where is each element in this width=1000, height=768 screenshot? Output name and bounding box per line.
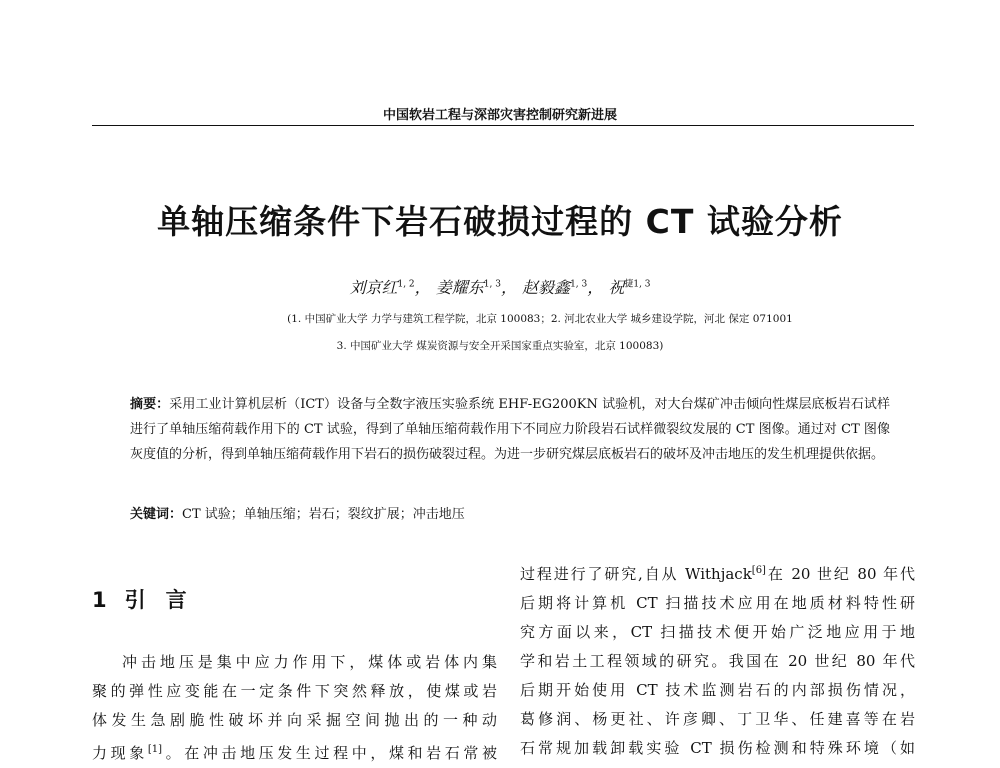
header-rule xyxy=(92,125,914,126)
section-heading xyxy=(92,584,207,614)
body-line xyxy=(520,556,915,589)
author-affil-mark: 1, 3 xyxy=(483,279,501,290)
affiliation-line: 3. 中国矿业大学 煤炭资源与安全开采国家重点实验室，北京 100083) xyxy=(336,340,664,352)
author-name: 祝 xyxy=(608,278,625,297)
author-name: 赵毅鑫 xyxy=(522,278,571,297)
running-head: 中国软岩工程与深部灾害控制研究新进展 xyxy=(382,108,617,123)
affiliation-line: (1. 中国矿业大学 力学与建筑工程学院，北京 100083；2. 河北农业大学 城乡建设学院，河北 保定 071001 xyxy=(287,313,793,325)
body-line: 学和岩土工程领域的研究。我国在 20 世纪 80 年代 xyxy=(520,652,915,670)
section-number: 1 xyxy=(92,588,107,612)
body-text: 力现象 xyxy=(92,744,148,762)
body-text: 过程进行了研究,自从 Withjack xyxy=(520,565,752,583)
abstract xyxy=(130,392,890,467)
section-title: 引言 xyxy=(124,588,207,612)
abstract-text: 采用工业计算机层析（ICT）设备与全数字液压实验系统 EHF-EG200KN 试验机，对大台煤矿冲击倾向性煤层底板岩石试样进行了单轴压缩荷载作用下的 CT 试验，得到了单轴压缩荷载作用下不同应力阶段岩石试样微裂纹发展的 CT 图像。通过对 CT 图像灰度值的分析，得到单轴压缩荷载作用下岩石的损伤破裂过程。为进一步研究煤层底板岩石的破坏及冲击地压的发生机理提供依据。 xyxy=(130,397,890,462)
body-text: 。在冲击地压发生过程中，煤和岩石常被 xyxy=(162,744,497,762)
citation-ref: [1] xyxy=(147,744,163,755)
body-line: 葛修润、杨更社、许彦卿、丁卫华、任建喜等在岩 xyxy=(520,710,915,728)
left-column xyxy=(92,648,497,768)
keywords xyxy=(130,503,890,522)
citation-ref: [6] xyxy=(751,565,766,576)
body-line: 后期开始使用 CT 技术监测岩石的内部损伤情况， xyxy=(520,681,915,699)
body-line: 体发生急剧脆性破坏并向采掘空间抛出的一种动 xyxy=(92,711,497,729)
abstract-label: 摘要： xyxy=(130,397,170,412)
author-affil-mark: 1, 2 xyxy=(397,279,415,290)
body-text: 在 20 世纪 80 年代 xyxy=(765,565,916,583)
body-line: 后期将计算机 CT 扫描技术应用在地质材料特性研 xyxy=(520,594,915,612)
body-line: 究方面以来，CT 扫描技术便开始广泛地应用于地 xyxy=(520,623,915,641)
body-line: 石常规加载卸载实验 CT 损伤检测和特殊环境（如 xyxy=(520,739,915,757)
keywords-text: CT 试验；单轴压缩；岩石；裂纹扩展；冲击地压 xyxy=(182,507,465,522)
right-column xyxy=(520,556,915,763)
paper-title: 单轴压缩条件下岩石破损过程的 CT 试验分析 xyxy=(157,202,843,241)
body-line xyxy=(92,735,497,768)
author-name: 姜耀东 xyxy=(435,278,484,297)
author-affil-mark: 1, 3 xyxy=(570,279,588,290)
author-list: 刘京红$^{1, 2}$， 姜耀东$^{1, 3}$， 赵毅鑫$^{1, 3}$， 祝$^{捷1, 3}$ xyxy=(349,278,651,297)
author-name: 刘京红 xyxy=(349,278,398,297)
author-affil-mark: 捷1, 3 xyxy=(624,279,651,290)
body-line: 聚的弹性应变能在一定条件下突然释放，使煤或岩 xyxy=(92,682,497,700)
keywords-label: 关键词： xyxy=(130,507,183,522)
body-line: 冲击地压是集中应力作用下，煤体或岩体内集 xyxy=(122,653,497,671)
